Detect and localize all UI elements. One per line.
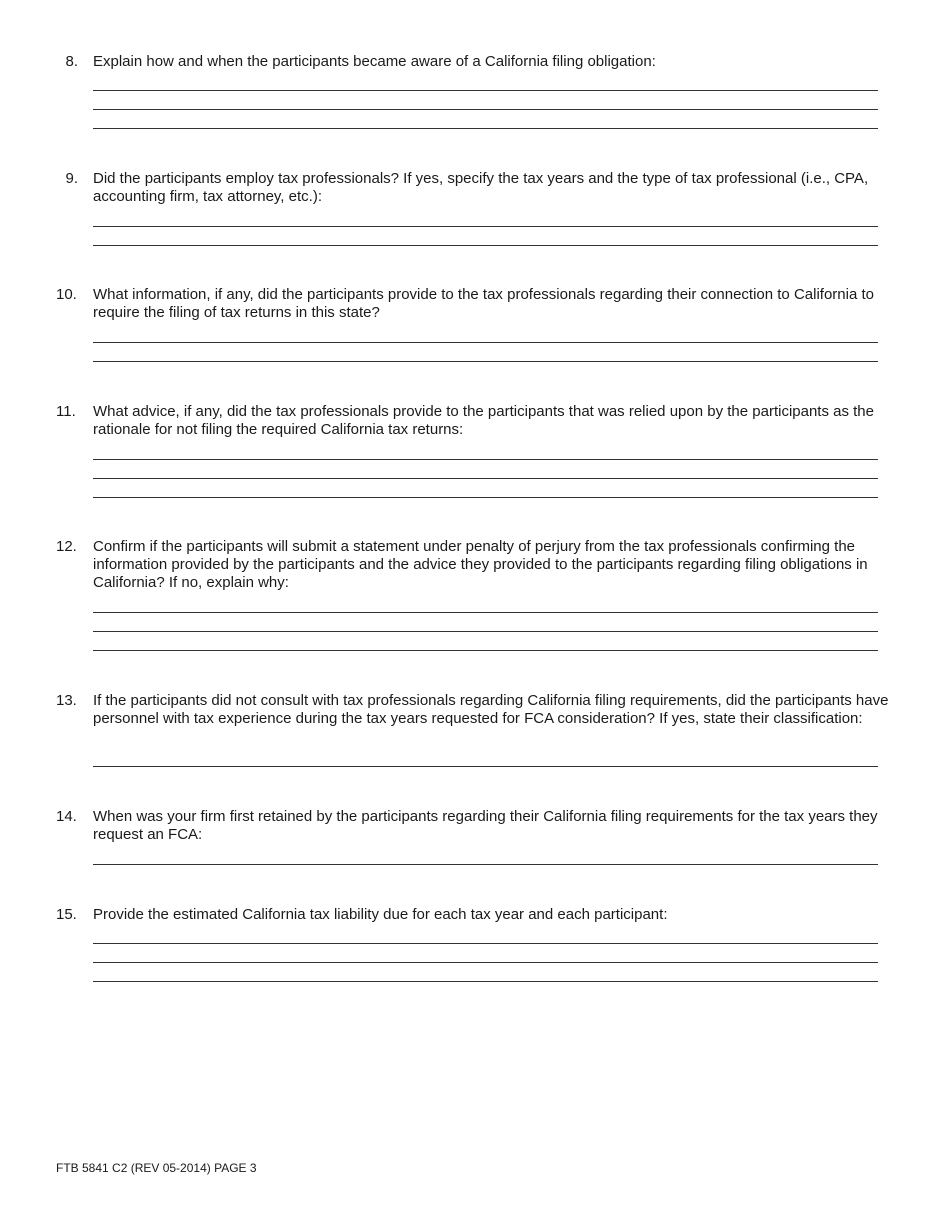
answer-line-10-1[interactable] (93, 342, 878, 343)
answer-line-15-1[interactable] (93, 943, 878, 944)
answer-line-9-2[interactable] (93, 245, 878, 246)
question-text: What advice, if any, did the tax professionals provide to the participants that was relied upon by the participants as the rationale for not filing the required California tax returns: (93, 403, 874, 438)
form-footer: FTB 5841 C2 (REV 05-2014) PAGE 3 (56, 1161, 257, 1175)
question-text: Provide the estimated California tax liability due for each tax year and each participant: (93, 906, 668, 923)
answer-line-15-3[interactable] (93, 981, 878, 982)
question-number: 15. (56, 906, 77, 923)
question-number: 8. (65, 53, 78, 70)
answer-line-15-2[interactable] (93, 962, 878, 963)
answer-line-12-1[interactable] (93, 612, 878, 613)
question-text: If the participants did not consult with tax professionals regarding California filing requirements, did the participants have personnel with tax experience during the tax years requested for FCA consideration? If yes, state their classification: (93, 692, 889, 727)
answer-line-11-1[interactable] (93, 459, 878, 460)
answer-line-12-3[interactable] (93, 650, 878, 651)
question-text: Did the participants employ tax professionals? If yes, specify the tax years and the type of tax professional (i.e., CPA, accounting firm, tax attorney, etc.): (93, 170, 869, 205)
question-number: 10. (56, 286, 77, 303)
question-text: When was your firm first retained by the participants regarding their California filing requirements for the tax years they request an FCA: (93, 808, 878, 843)
answer-line-9-1[interactable] (93, 226, 878, 227)
answer-line-11-3[interactable] (93, 497, 878, 498)
question-text: What information, if any, did the participants provide to the tax professionals regarding their connection to California to require the filing of tax returns in this state? (93, 286, 874, 321)
answer-line-12-2[interactable] (93, 631, 878, 632)
answer-line-14-1[interactable] (93, 864, 878, 865)
question-number: 14. (56, 808, 77, 825)
answer-line-10-2[interactable] (93, 361, 878, 362)
answer-line-11-2[interactable] (93, 478, 878, 479)
answer-line-13-1[interactable] (93, 766, 878, 767)
question-text: Explain how and when the participants became aware of a California filing obligation: (93, 53, 656, 70)
question-number: 13. (56, 692, 77, 709)
question-text: Confirm if the participants will submit a statement under penalty of perjury from the tax professionals confirming the information provided by the participants and the advice they provided to the participants regarding filing obligations in California? If no, explain why: (93, 538, 868, 591)
answer-line-8-3[interactable] (93, 128, 878, 129)
question-number: 12. (56, 538, 77, 555)
answer-line-8-1[interactable] (93, 90, 878, 91)
answer-line-8-2[interactable] (93, 109, 878, 110)
question-number: 11. (56, 403, 76, 420)
question-number: 9. (65, 170, 78, 187)
